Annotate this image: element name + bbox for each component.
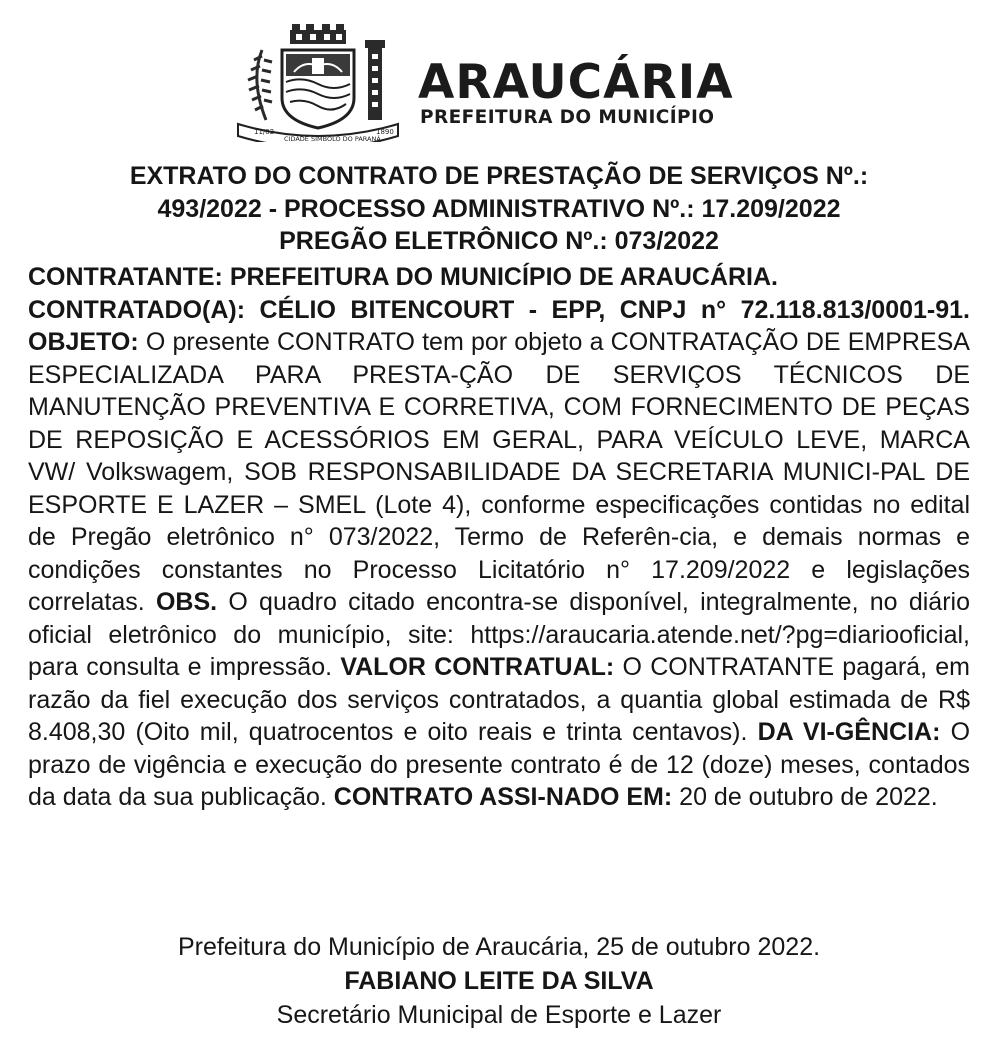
objeto-text: O presente CONTRATO tem por objeto a CONTRATAÇÃO DE EMPRESA ESPECIALIZADA PARA PRESTA-ÇÃO DE SERVIÇOS TÉCNICOS DE MANUTENÇÃO PREVENTIVA E CORRETIVA, COM FORNECIMENTO DE PEÇAS DE REPOSIÇÃO E ACESSÓRIOS EM GERAL, PARA VEÍCULO LEVE, MARCA VW/ Volkswagem, SOB RESPONSABILIDADE DA SECRETARIA MUNICI-PAL DE ESPORTE E LAZER – SMEL (Lote 4), conforme especificações contidas no edital de Pregão eletrônico n° 073/2022, Termo de Referên-cia, e demais normas e condições constantes no Processo Licitatório n° 17.209/2022 e legislações correlatas. — [28, 328, 970, 616]
valor-text: O CONTRATANTE pagará, em razão da fiel execução dos serviços contratados, a quantia global estimada de R$ 8.408,30 (Oito mil, quatrocentos e oito reais e trinta centavos). — [28, 653, 970, 746]
assinado-text: 20 de outubro de 2022. — [679, 783, 938, 811]
contratante-line: CONTRATANTE: PREFEITURA DO MUNICÍPIO DE ARAUCÁRIA. — [28, 263, 778, 291]
signature-block — [28, 930, 970, 1032]
brand-subtitle: PREFEITURA DO MUNICÍPIO — [420, 107, 715, 128]
signer-name: FABIANO LEITE DA SILVA — [344, 967, 654, 995]
obs-text: O quadro citado encontra-se disponível, integralmente, no diário oficial eletrônico do município, site: https://araucaria.atende.net/?pg=diariooficial, para consulta e impressão. — [28, 588, 970, 681]
header — [0, 20, 1000, 142]
brand-block — [418, 55, 734, 128]
objeto-label: OBJETO: — [28, 328, 139, 356]
crest-year-right: 1890 — [376, 128, 394, 136]
brand-name: ARAUCÁRIA — [418, 55, 734, 110]
crest-year-left: 11/02 — [254, 128, 275, 136]
document-title — [28, 160, 970, 258]
document-body — [28, 261, 970, 814]
title-line-2: 493/2022 - PROCESSO ADMINISTRATIVO Nº.: 17.209/2022 — [157, 194, 841, 223]
assinado-label: CONTRATO ASSI-NADO EM: — [333, 783, 673, 811]
contract-paragraph — [28, 294, 970, 814]
place-date: Prefeitura do Município de Araucária, 25 de outubro 2022. — [177, 933, 821, 961]
title-line-3: PREGÃO ELETRÔNICO Nº.: 073/2022 — [279, 227, 719, 255]
valor-label: VALOR CONTRATUAL: — [340, 653, 615, 681]
vigencia-text: O prazo de vigência e execução do presente contrato é de 12 (doze) meses, contados da data da sua publicação. — [28, 718, 971, 811]
signer-role: Secretário Municipal de Esporte e Lazer — [276, 1001, 722, 1029]
vigencia-label: DA VI-GÊNCIA: — [757, 718, 941, 746]
title-line-1: EXTRATO DO CONTRATO DE PRESTAÇÃO DE SERVIÇOS Nº.: — [129, 162, 869, 190]
obs-label: OBS. — [155, 588, 218, 616]
crest-ribbon-text: CIDADE SÍMBOLO DO PARANÁ — [284, 135, 381, 142]
coat-of-arms-icon — [232, 20, 404, 142]
contratado-text: CONTRATADO(A): CÉLIO BITENCOURT - EPP, CNPJ n° 72.118.813/0001-91. — [28, 295, 970, 324]
